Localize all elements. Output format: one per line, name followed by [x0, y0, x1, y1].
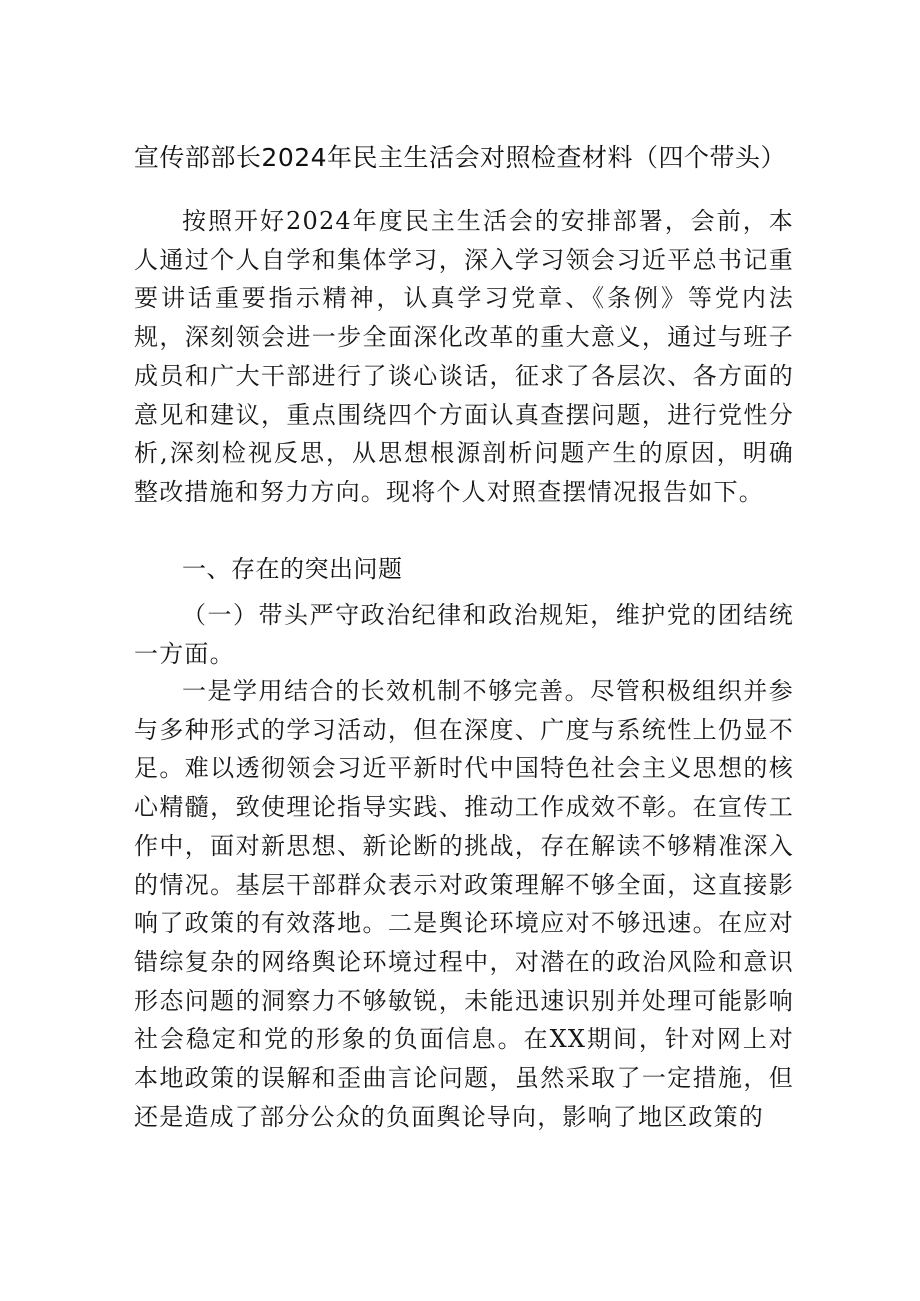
body-paragraph: 一是学用结合的长效机制不够完善。尽管积极组织并参与多种形式的学习活动，但在深度、广度与系统性上仍显不足。难以透彻领会习近平新时代中国特色社会主义思想的核心精髓，致使理论指导实践、推动工作成效不彰。在宣传工作中，面对新思想、新论断的挑战，存在解读不够精准深入的情况。基层干部群众表示对政策理解不够全面，这直接影响了政策的有效落地。二是舆论环境应对不够迅速。在应对错综复杂的网络舆论环境过程中，对潜在的政治风险和意识形态问题的洞察力不够敏锐，未能迅速识别并处理可能影响社会稳定和党的形象的负面信息。在XX期间，针对网上对本地政策的误解和歪曲言论问题，虽然采取了一定措施，但还是造成了部分公众的负面舆论导向，影响了地区政策的 — [134, 677, 794, 1131]
intro-paragraph: 按照开好2024年度民主生活会的安排部署，会前，本人通过个人自学和集体学习，深入学习领会习近平总书记重要讲话重要指示精神，认真学习党章、《条例》等党内法规，深刻领会进一步全面深化改革的重大意义，通过与班子成员和广大干部进行了谈心谈话，征求了各层次、各方面的意见和建议，重点围绕四个方面认真查摆问题，进行党性分析,深刻检视反思，从思想根源剖析问题产生的原因，明确整改措施和努力方向。现将个人对照查摆情况报告如下。 — [134, 207, 794, 506]
section-heading: 一、存在的突出问题 — [182, 555, 403, 583]
document-title: 宣传部部长2024年民主生活会对照检查材料（四个带头） — [133, 143, 787, 172]
subsection-heading: （一）带头严守政治纪律和政治规矩，维护党的团结统一方面。 — [134, 601, 794, 668]
